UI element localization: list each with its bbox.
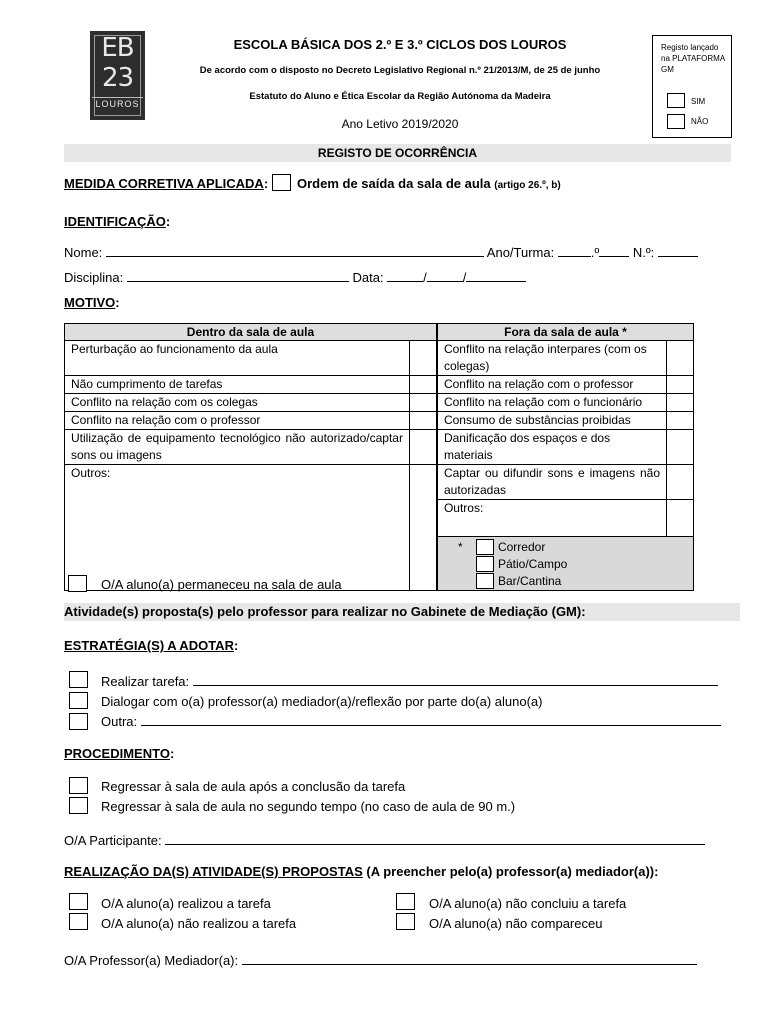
regressar-apos-label: Regressar à sala de aula após a conclusão da tarefa xyxy=(101,779,406,794)
outside-outros: Outros: xyxy=(437,500,666,537)
outra-label: Outra: xyxy=(101,714,141,729)
nome-label: Nome: xyxy=(64,245,106,260)
logo-23: 23 xyxy=(101,63,134,93)
data-slash-1: / xyxy=(423,270,427,285)
dialogar-checkbox[interactable] xyxy=(69,692,88,709)
procedimento-text: PROCEDIMENTO xyxy=(64,746,170,761)
medida-row xyxy=(64,176,268,191)
participante-row xyxy=(64,833,705,848)
participante-label: O/A Participante: xyxy=(64,833,166,848)
data-month-field[interactable] xyxy=(427,270,463,282)
realizacao-heading xyxy=(64,864,658,879)
location-cell xyxy=(437,537,693,591)
realizar-tarefa-field[interactable] xyxy=(193,674,718,686)
nao-concluiu-label: O/A aluno(a) não concluiu a tarefa xyxy=(429,896,627,911)
outra-field[interactable] xyxy=(141,714,721,726)
school-year: Ano Letivo 2019/2020 xyxy=(341,117,459,131)
data-day-field[interactable] xyxy=(387,270,423,282)
corredor-checkbox[interactable] xyxy=(476,539,494,555)
outside-item: Conflito na relação com o professor xyxy=(437,376,666,394)
mediador-row xyxy=(64,953,697,968)
disciplina-field[interactable] xyxy=(127,270,349,282)
motivo-text: MOTIVO xyxy=(64,295,116,310)
inside-checkbox[interactable] xyxy=(409,412,436,430)
mediador-field[interactable] xyxy=(242,953,697,965)
inside-item: Utilização de equipamento tecnológico não autorizado/captar sons ou imagens xyxy=(65,430,410,465)
outside-checkbox[interactable] xyxy=(667,376,694,394)
numero-field[interactable] xyxy=(658,245,698,257)
logo-louros: LOUROS xyxy=(92,97,143,110)
nao-realizou-checkbox[interactable] xyxy=(69,913,88,930)
data-label: Data: xyxy=(348,270,388,285)
logo-eb: EB xyxy=(101,33,134,63)
statute-text: Estatuto do Aluno e Ética Escolar da Região Autónoma da Madeira xyxy=(249,91,551,102)
identificacao-text: IDENTIFICAÇÃO xyxy=(64,214,166,229)
inside-checkbox[interactable] xyxy=(409,430,436,465)
nao-label: NÃO xyxy=(691,117,709,126)
bar-checkbox[interactable] xyxy=(476,573,494,589)
procedimento-heading: PROCEDIMENTO: xyxy=(64,746,175,761)
estrategias-heading: ESTRATÉGIA(S) A ADOTAR: xyxy=(64,638,239,653)
corredor-label: Corredor xyxy=(497,540,546,554)
location-star: * xyxy=(457,540,463,554)
sim-label: SIM xyxy=(691,97,706,106)
registo-text: Registo lançado na PLATAFORMA GM xyxy=(661,43,725,74)
outside-checkbox[interactable] xyxy=(667,341,694,376)
realizou-checkbox[interactable] xyxy=(69,893,88,910)
dialogar-label: Dialogar com o(a) professor(a) mediador(a)/reflexão por parte do(a) aluno(a) xyxy=(101,694,543,709)
identificacao-heading: IDENTIFICAÇÃO: xyxy=(64,214,171,229)
outside-checkbox[interactable] xyxy=(667,465,694,500)
outside-item: Conflito na relação com o funcionário xyxy=(437,394,666,412)
data-slash-2: / xyxy=(462,270,467,285)
nao-compareceu-label: O/A aluno(a) não compareceu xyxy=(429,916,603,931)
registo-box xyxy=(652,35,732,138)
inside-checkbox[interactable] xyxy=(409,394,436,412)
inside-outros-checkbox[interactable] xyxy=(409,465,436,591)
nao-checkbox[interactable] xyxy=(667,114,685,129)
outside-item: Conflito na relação interpares (com os colegas) xyxy=(437,341,666,376)
permaneceu-label: O/A aluno(a) permaneceu na sala de aula xyxy=(101,577,342,592)
atividade-heading: Atividade(s) proposta(s) pelo professor para realizar no Gabinete de Mediação (GM): xyxy=(64,603,740,621)
turma-field[interactable] xyxy=(599,245,629,257)
realizacao-text: REALIZAÇÃO DA(S) ATIVIDADE(S) PROPOSTAS xyxy=(64,864,363,879)
inside-header: Dentro da sala de aula xyxy=(65,324,437,341)
realizacao-note: (A preencher pelo(a) professor(a) mediador(a)): xyxy=(362,864,659,879)
disciplina-label: Disciplina: xyxy=(64,270,127,285)
realizar-tarefa-checkbox[interactable] xyxy=(69,671,88,688)
realizar-tarefa-row xyxy=(101,674,718,689)
medida-label: MEDIDA CORRETIVA APLICADA xyxy=(64,176,264,191)
outside-outros-checkbox[interactable] xyxy=(667,500,694,537)
medida-option: Ordem de saída da sala de aula xyxy=(297,176,491,191)
form-title: REGISTO DE OCORRÊNCIA xyxy=(64,144,731,162)
inside-item: Perturbação ao funcionamento da aula xyxy=(65,341,410,376)
estrategias-text: ESTRATÉGIA(S) A ADOTAR xyxy=(64,638,234,653)
permaneceu-checkbox[interactable] xyxy=(68,575,87,592)
nao-realizou-label: O/A aluno(a) não realizou a tarefa xyxy=(101,916,297,931)
motivo-table xyxy=(64,323,694,591)
sim-checkbox[interactable] xyxy=(667,93,685,108)
inside-item: Conflito na relação com os colegas xyxy=(65,394,410,412)
realizou-label: O/A aluno(a) realizou a tarefa xyxy=(101,896,271,911)
realizar-tarefa-label: Realizar tarefa: xyxy=(101,674,193,689)
school-name: ESCOLA BÁSICA DOS 2.º E 3.º CICLOS DOS LOUROS xyxy=(233,37,567,52)
school-logo xyxy=(90,31,145,120)
outside-checkbox[interactable] xyxy=(667,394,694,412)
inside-outros: Outros: xyxy=(65,465,410,591)
outside-item: Captar ou difundir sons e imagens não autorizadas xyxy=(437,465,666,500)
outside-checkbox[interactable] xyxy=(667,412,694,430)
ano-ordinal: .º xyxy=(590,245,600,260)
regressar-segundo-label: Regressar à sala de aula no segundo tempo (no caso de aula de 90 m.) xyxy=(101,799,516,814)
medida-colon: : xyxy=(263,176,269,191)
ano-field[interactable] xyxy=(558,245,591,257)
nao-concluiu-checkbox[interactable] xyxy=(396,893,415,910)
patio-label: Pátio/Campo xyxy=(497,557,568,571)
bar-label: Bar/Cantina xyxy=(497,574,562,588)
inside-checkbox[interactable] xyxy=(409,341,436,376)
patio-checkbox[interactable] xyxy=(476,556,494,572)
outside-checkbox[interactable] xyxy=(667,430,694,465)
mediador-label: O/A Professor(a) Mediador(a): xyxy=(64,953,242,968)
inside-item: Conflito na relação com o professor xyxy=(65,412,410,430)
medida-option-row xyxy=(297,176,561,191)
ano-turma-label: Ano/Turma: xyxy=(483,245,558,260)
nao-compareceu-checkbox[interactable] xyxy=(396,913,415,930)
nome-field[interactable] xyxy=(106,245,484,257)
outra-checkbox[interactable] xyxy=(69,713,88,730)
decree-text: De acordo com o disposto no Decreto Legislativo Regional n.º 21/2013/M, de 25 de junho xyxy=(199,65,601,76)
regressar-apos-checkbox[interactable] xyxy=(69,777,88,794)
outside-item: Danificação dos espaços e dos materiais xyxy=(437,430,666,465)
nome-row xyxy=(64,245,698,260)
inside-checkbox[interactable] xyxy=(409,376,436,394)
disciplina-row xyxy=(64,270,526,285)
data-year-field[interactable] xyxy=(466,270,526,282)
ordem-saida-checkbox[interactable] xyxy=(272,174,291,191)
outside-item: Consumo de substâncias proibidas xyxy=(437,412,666,430)
numero-label: N.º: xyxy=(629,245,658,260)
outra-row xyxy=(101,714,721,729)
motivo-heading: MOTIVO: xyxy=(64,295,120,310)
participante-field[interactable] xyxy=(165,833,705,845)
medida-article: (artigo 26.º, b) xyxy=(494,180,561,191)
inside-item: Não cumprimento de tarefas xyxy=(65,376,410,394)
regressar-segundo-checkbox[interactable] xyxy=(69,797,88,814)
outside-header: Fora da sala de aula * xyxy=(437,324,693,341)
